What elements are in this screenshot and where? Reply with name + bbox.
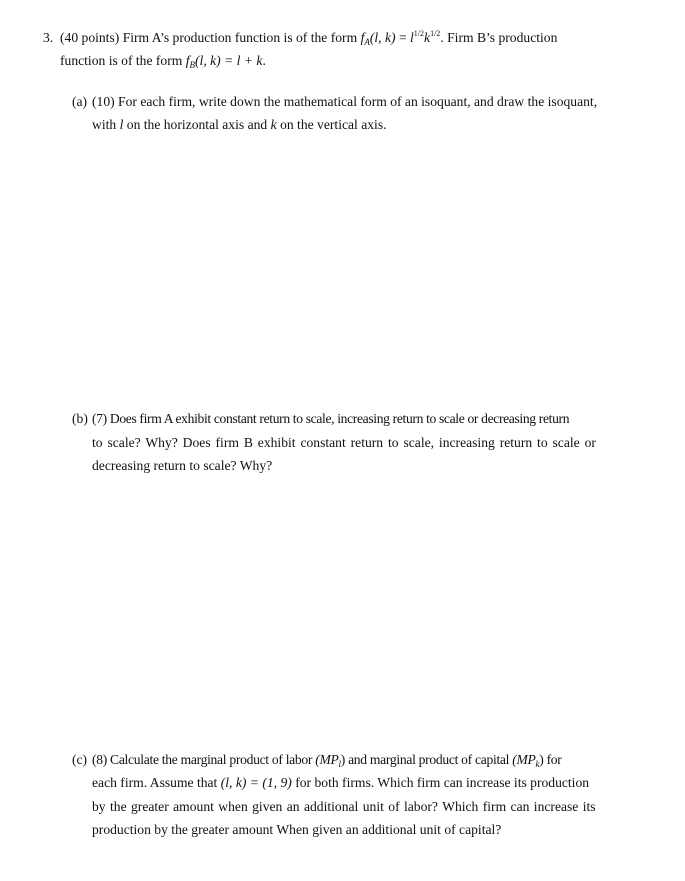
question-intro-text-1b: . Firm B’s production (440, 30, 558, 45)
question-intro-line-1 (60, 30, 557, 46)
mpl-symbol: $(MP_l)$ (315, 752, 345, 769)
question-number: 3. (43, 30, 54, 45)
part-a-line-1: (10) For each firm, write down the mathematical form of an isoquant, and draw the isoquant, (92, 94, 598, 109)
part-b-line-3: decreasing return to scale? Why? (92, 458, 273, 473)
question-points: (40 points) (60, 30, 120, 45)
equals-sign: = (398, 30, 407, 45)
part-c-line-3: by the greater amount when given an additional unit of labor? Which firm can increase its (92, 799, 596, 814)
question-intro-text-1a: Firm A’s production function is of the form (122, 30, 358, 45)
firm-a-function-symbol: $f_A$ (360, 30, 370, 47)
firm-a-function-rhs: $l^{1/2}k^{1/2}$ (410, 29, 441, 45)
part-c-line-2: each firm. Assume that (l, k) = (1, 9) for both firms. Which firm can increase its production (92, 775, 590, 790)
firm-b-function-args: (l, k) (195, 53, 221, 68)
part-c-line-1: (8) Calculate the marginal product of labor $(MP_l)$ and marginal product of capital $(MP_k)$ for (92, 752, 562, 769)
part-c-line-4: production by the greater amount When given an additional unit of capital? (92, 822, 502, 837)
firm-b-function-rhs: = l + k (224, 53, 263, 68)
part-b-line-1: (7) Does firm A exhibit constant return to scale, increasing return to scale or decreasing return (92, 411, 570, 426)
mpk-symbol: $(MP_k)$ (512, 752, 544, 769)
part-a-label: (a) (72, 94, 88, 109)
part-a-line-2: with l on the horizontal axis and k on the vertical axis. (92, 117, 387, 132)
question-intro-text-2b: . (262, 53, 266, 68)
part-b-line-2: to scale? Why? Does firm B exhibit constant return to scale, increasing return to scale or (92, 435, 596, 450)
question-intro-line-2 (60, 53, 266, 69)
part-c-label: (c) (72, 752, 88, 767)
part-b-label: (b) (72, 411, 88, 426)
point-lk: (l, k) = (1, 9) (220, 775, 292, 790)
question-intro-text-2a: function is of the form (60, 53, 183, 68)
firm-a-function-args: (l, k) (369, 30, 396, 45)
firm-b-function-symbol: $f_B$ (185, 53, 196, 70)
